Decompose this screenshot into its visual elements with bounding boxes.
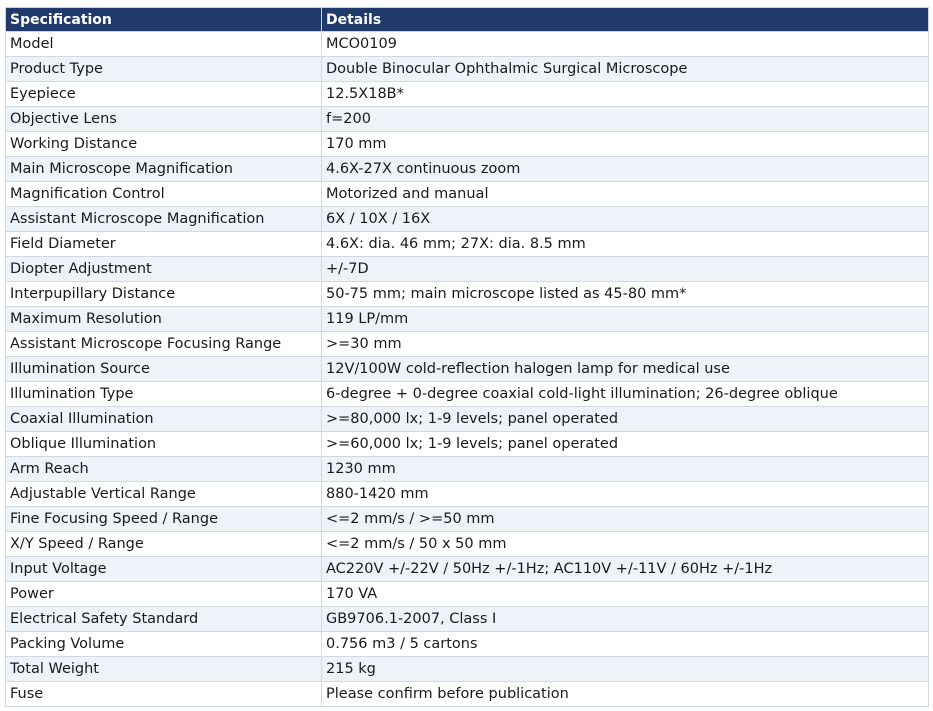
spec-name-cell: X/Y Speed / Range [6, 532, 322, 557]
spec-name-cell: Coaxial Illumination [6, 407, 322, 432]
table-row [6, 357, 929, 382]
table-row [6, 532, 929, 557]
spec-detail-cell: MCO0109 [322, 32, 929, 57]
table-header [6, 8, 929, 32]
spec-detail-cell: <=2 mm/s / >=50 mm [322, 507, 929, 532]
table-row [6, 382, 929, 407]
spec-detail-cell: >=80,000 lx; 1-9 levels; panel operated [322, 407, 929, 432]
header-row [6, 8, 929, 32]
table-row [6, 257, 929, 282]
spec-name-cell: Illumination Type [6, 382, 322, 407]
spec-detail-cell: Motorized and manual [322, 182, 929, 207]
specification-table [5, 7, 929, 707]
spec-detail-cell: >=30 mm [322, 332, 929, 357]
spec-name-cell: Main Microscope Magnification [6, 157, 322, 182]
spec-detail-cell: 215 kg [322, 657, 929, 682]
spec-name-cell: Model [6, 32, 322, 57]
spec-detail-cell: 170 mm [322, 132, 929, 157]
table-body [6, 32, 929, 707]
spec-name-cell: Assistant Microscope Focusing Range [6, 332, 322, 357]
table-row [6, 132, 929, 157]
spec-name-cell: Oblique Illumination [6, 432, 322, 457]
table-row [6, 432, 929, 457]
table-row [6, 557, 929, 582]
spec-name-cell: Diopter Adjustment [6, 257, 322, 282]
spec-name-cell: Maximum Resolution [6, 307, 322, 332]
spec-name-cell: Working Distance [6, 132, 322, 157]
spec-detail-cell: 880-1420 mm [322, 482, 929, 507]
table-row [6, 182, 929, 207]
table-row [6, 282, 929, 307]
spec-detail-cell: f=200 [322, 107, 929, 132]
table-row [6, 457, 929, 482]
table-row [6, 607, 929, 632]
spec-detail-cell: 0.756 m3 / 5 cartons [322, 632, 929, 657]
table-row [6, 507, 929, 532]
spec-detail-cell: <=2 mm/s / 50 x 50 mm [322, 532, 929, 557]
table-row [6, 632, 929, 657]
spec-detail-cell: 170 VA [322, 582, 929, 607]
table-row [6, 107, 929, 132]
table-row [6, 57, 929, 82]
spec-detail-cell: 6-degree + 0-degree coaxial cold-light illumination; 26-degree oblique [322, 382, 929, 407]
spec-detail-cell: 4.6X-27X continuous zoom [322, 157, 929, 182]
spec-detail-cell: AC220V +/-22V / 50Hz +/-1Hz; AC110V +/-11V / 60Hz +/-1Hz [322, 557, 929, 582]
spec-detail-cell: Double Binocular Ophthalmic Surgical Microscope [322, 57, 929, 82]
spec-name-cell: Assistant Microscope Magnification [6, 207, 322, 232]
table-row [6, 232, 929, 257]
header-details: Details [322, 8, 929, 32]
spec-name-cell: Interpupillary Distance [6, 282, 322, 307]
table-row [6, 582, 929, 607]
spec-name-cell: Arm Reach [6, 457, 322, 482]
spec-name-cell: Fuse [6, 682, 322, 707]
spec-detail-cell: >=60,000 lx; 1-9 levels; panel operated [322, 432, 929, 457]
spec-detail-cell: 50-75 mm; main microscope listed as 45-80 mm* [322, 282, 929, 307]
table-row [6, 482, 929, 507]
spec-name-cell: Power [6, 582, 322, 607]
spec-name-cell: Electrical Safety Standard [6, 607, 322, 632]
table-row [6, 82, 929, 107]
table-row [6, 207, 929, 232]
spec-name-cell: Total Weight [6, 657, 322, 682]
spec-name-cell: Illumination Source [6, 357, 322, 382]
table-row [6, 32, 929, 57]
spec-detail-cell: 12V/100W cold-reflection halogen lamp for medical use [322, 357, 929, 382]
spec-name-cell: Adjustable Vertical Range [6, 482, 322, 507]
spec-detail-cell: +/-7D [322, 257, 929, 282]
table-row [6, 657, 929, 682]
spec-detail-cell: 6X / 10X / 16X [322, 207, 929, 232]
spec-name-cell: Fine Focusing Speed / Range [6, 507, 322, 532]
table-row [6, 307, 929, 332]
spec-name-cell: Input Voltage [6, 557, 322, 582]
spec-detail-cell: 1230 mm [322, 457, 929, 482]
table-row [6, 157, 929, 182]
table-row [6, 332, 929, 357]
spec-name-cell: Field Diameter [6, 232, 322, 257]
spec-detail-cell: 4.6X: dia. 46 mm; 27X: dia. 8.5 mm [322, 232, 929, 257]
spec-name-cell: Product Type [6, 57, 322, 82]
table-row [6, 682, 929, 707]
spec-detail-cell: 12.5X18B* [322, 82, 929, 107]
spec-detail-cell: GB9706.1-2007, Class I [322, 607, 929, 632]
spec-name-cell: Packing Volume [6, 632, 322, 657]
spec-name-cell: Magnification Control [6, 182, 322, 207]
header-specification: Specification [6, 8, 322, 32]
spec-detail-cell: 119 LP/mm [322, 307, 929, 332]
spec-name-cell: Objective Lens [6, 107, 322, 132]
spec-name-cell: Eyepiece [6, 82, 322, 107]
spec-detail-cell: Please confirm before publication [322, 682, 929, 707]
table-row [6, 407, 929, 432]
